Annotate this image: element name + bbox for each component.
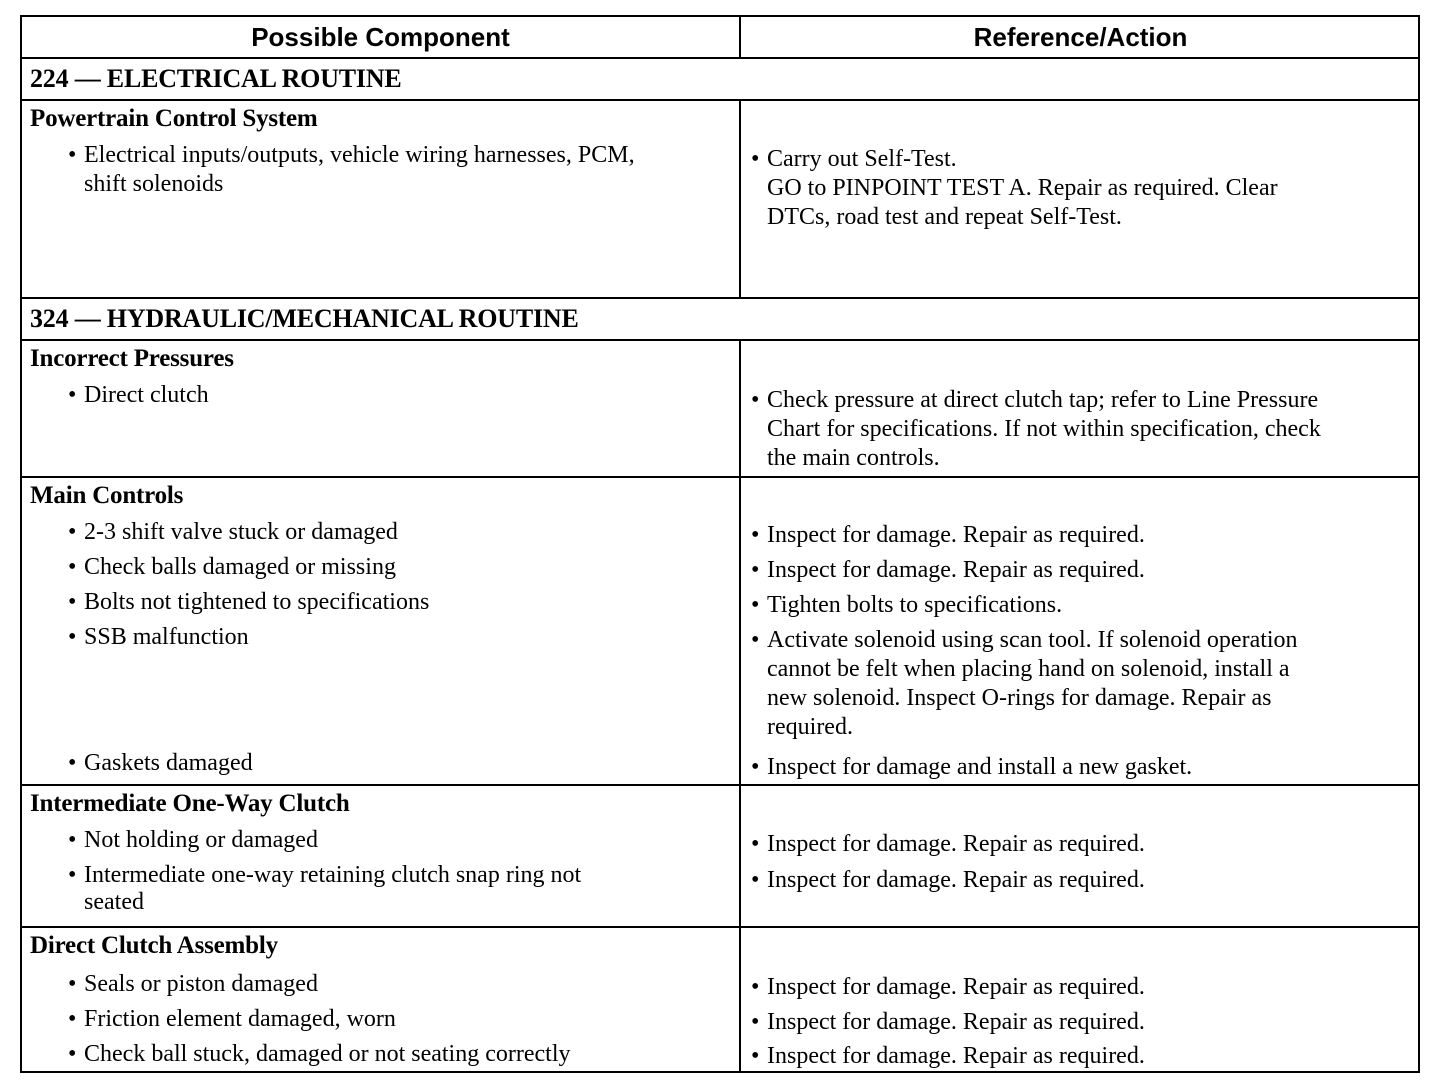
column-divider	[739, 786, 741, 926]
action-item	[751, 866, 1407, 895]
action-text: Tighten bolts to specifications.	[767, 592, 1063, 618]
action-text: Activate solenoid using scan tool. If solenoid operation cannot be felt when placing hand on solenoid, install a new solenoid. Inspect O-rings for damage. Repair as required.	[767, 627, 1298, 740]
component-item	[68, 588, 724, 617]
component-item	[68, 518, 724, 547]
action-text: Inspect for damage. Repair as required.	[767, 974, 1145, 1000]
bullet-icon: •	[751, 627, 760, 653]
bullet-icon: •	[68, 1041, 77, 1067]
action-item	[751, 830, 1407, 859]
bullet-icon: •	[751, 867, 760, 893]
component-text: Check ball stuck, damaged or not seating correctly	[84, 1041, 571, 1067]
bullet-icon: •	[68, 624, 77, 650]
diagnostic-table	[20, 15, 1420, 1073]
bullet-icon: •	[751, 831, 760, 857]
action-text: Inspect for damage. Repair as required.	[767, 867, 1145, 893]
component-item	[68, 623, 724, 652]
bullet-icon: •	[68, 750, 77, 776]
action-text: Inspect for damage. Repair as required.	[767, 557, 1145, 583]
action-text: Inspect for damage. Repair as required.	[767, 1043, 1145, 1069]
action-item	[751, 145, 1407, 232]
group-title: Main Controls	[30, 482, 184, 509]
component-item	[68, 553, 724, 582]
component-item	[68, 1005, 724, 1034]
bullet-icon: •	[751, 557, 760, 583]
bullet-icon: •	[751, 1009, 760, 1035]
section-row-electrical	[22, 59, 1418, 101]
component-text: Not holding or damaged	[84, 827, 318, 853]
column-header-action: Reference/Action	[973, 21, 1188, 52]
group-title: Intermediate One-Way Clutch	[30, 790, 350, 817]
section-title: 324 — HYDRAULIC/MECHANICAL ROUTINE	[30, 304, 579, 333]
bullet-icon: •	[68, 827, 77, 853]
component-item	[68, 749, 724, 778]
bullet-icon: •	[68, 1006, 77, 1032]
action-item	[751, 386, 1407, 473]
bullet-icon: •	[751, 754, 760, 780]
component-item	[68, 141, 724, 199]
action-item	[751, 591, 1407, 620]
component-text: Direct clutch	[84, 382, 209, 408]
group-row-direct-clutch	[22, 928, 1418, 1073]
column-header-component: Possible Component	[251, 21, 510, 52]
bullet-icon: •	[68, 971, 77, 997]
column-divider	[739, 101, 741, 297]
group-title: Powertrain Control System	[30, 105, 318, 132]
component-text: SSB malfunction	[84, 624, 249, 650]
component-text: Electrical inputs/outputs, vehicle wiring harnesses, PCM, shift solenoids	[84, 142, 635, 197]
column-divider	[739, 928, 741, 1073]
bullet-icon: •	[68, 862, 77, 888]
action-text: Carry out Self-Test. GO to PINPOINT TEST A. Repair as required. Clear DTCs, road test and repeat Self-Test.	[767, 146, 1278, 230]
component-item	[68, 970, 724, 999]
component-text: Friction element damaged, worn	[84, 1006, 396, 1032]
column-divider	[739, 478, 741, 784]
action-text: Inspect for damage and install a new gasket.	[767, 754, 1193, 780]
bullet-icon: •	[751, 522, 760, 548]
bullet-icon: •	[68, 519, 77, 545]
bullet-icon: •	[751, 974, 760, 1000]
group-row-main-controls	[22, 478, 1418, 786]
column-divider	[739, 341, 741, 476]
action-item	[751, 1042, 1407, 1071]
group-row-incorrect-pressures	[22, 341, 1418, 478]
action-item	[751, 973, 1407, 1002]
bullet-icon: •	[751, 146, 760, 172]
component-text: 2-3 shift valve stuck or damaged	[84, 519, 398, 545]
section-title: 224 — ELECTRICAL ROUTINE	[30, 64, 402, 93]
action-item	[751, 556, 1407, 585]
component-item	[68, 381, 724, 410]
bullet-icon: •	[68, 382, 77, 408]
action-item	[751, 626, 1407, 742]
bullet-icon: •	[68, 142, 77, 168]
action-text: Inspect for damage. Repair as required.	[767, 1009, 1145, 1035]
action-item	[751, 521, 1407, 550]
bullet-icon: •	[751, 592, 760, 618]
bullet-icon: •	[751, 1043, 760, 1069]
action-text: Inspect for damage. Repair as required.	[767, 831, 1145, 857]
bullet-icon: •	[751, 387, 760, 413]
group-title: Direct Clutch Assembly	[30, 932, 278, 959]
bullet-icon: •	[68, 554, 77, 580]
component-text: Check balls damaged or missing	[84, 554, 396, 580]
action-item	[751, 1008, 1407, 1037]
group-row-powertrain	[22, 101, 1418, 299]
bullet-icon: •	[68, 589, 77, 615]
component-item	[68, 862, 724, 916]
component-text: Seals or piston damaged	[84, 971, 318, 997]
component-item	[68, 826, 724, 855]
action-text: Inspect for damage. Repair as required.	[767, 522, 1145, 548]
action-text: Check pressure at direct clutch tap; refer to Line Pressure Chart for specifications. If not within specification, check the main controls.	[767, 387, 1321, 471]
component-text: Gaskets damaged	[84, 750, 253, 776]
section-row-hydraulic	[22, 299, 1418, 341]
component-item	[68, 1040, 724, 1069]
group-title: Incorrect Pressures	[30, 345, 234, 372]
action-item	[751, 753, 1407, 782]
component-text: Intermediate one-way retaining clutch snap ring not seated	[84, 862, 582, 915]
component-text: Bolts not tightened to specifications	[84, 589, 430, 615]
group-row-intermediate-clutch	[22, 786, 1418, 928]
table-header-row	[22, 17, 1418, 59]
